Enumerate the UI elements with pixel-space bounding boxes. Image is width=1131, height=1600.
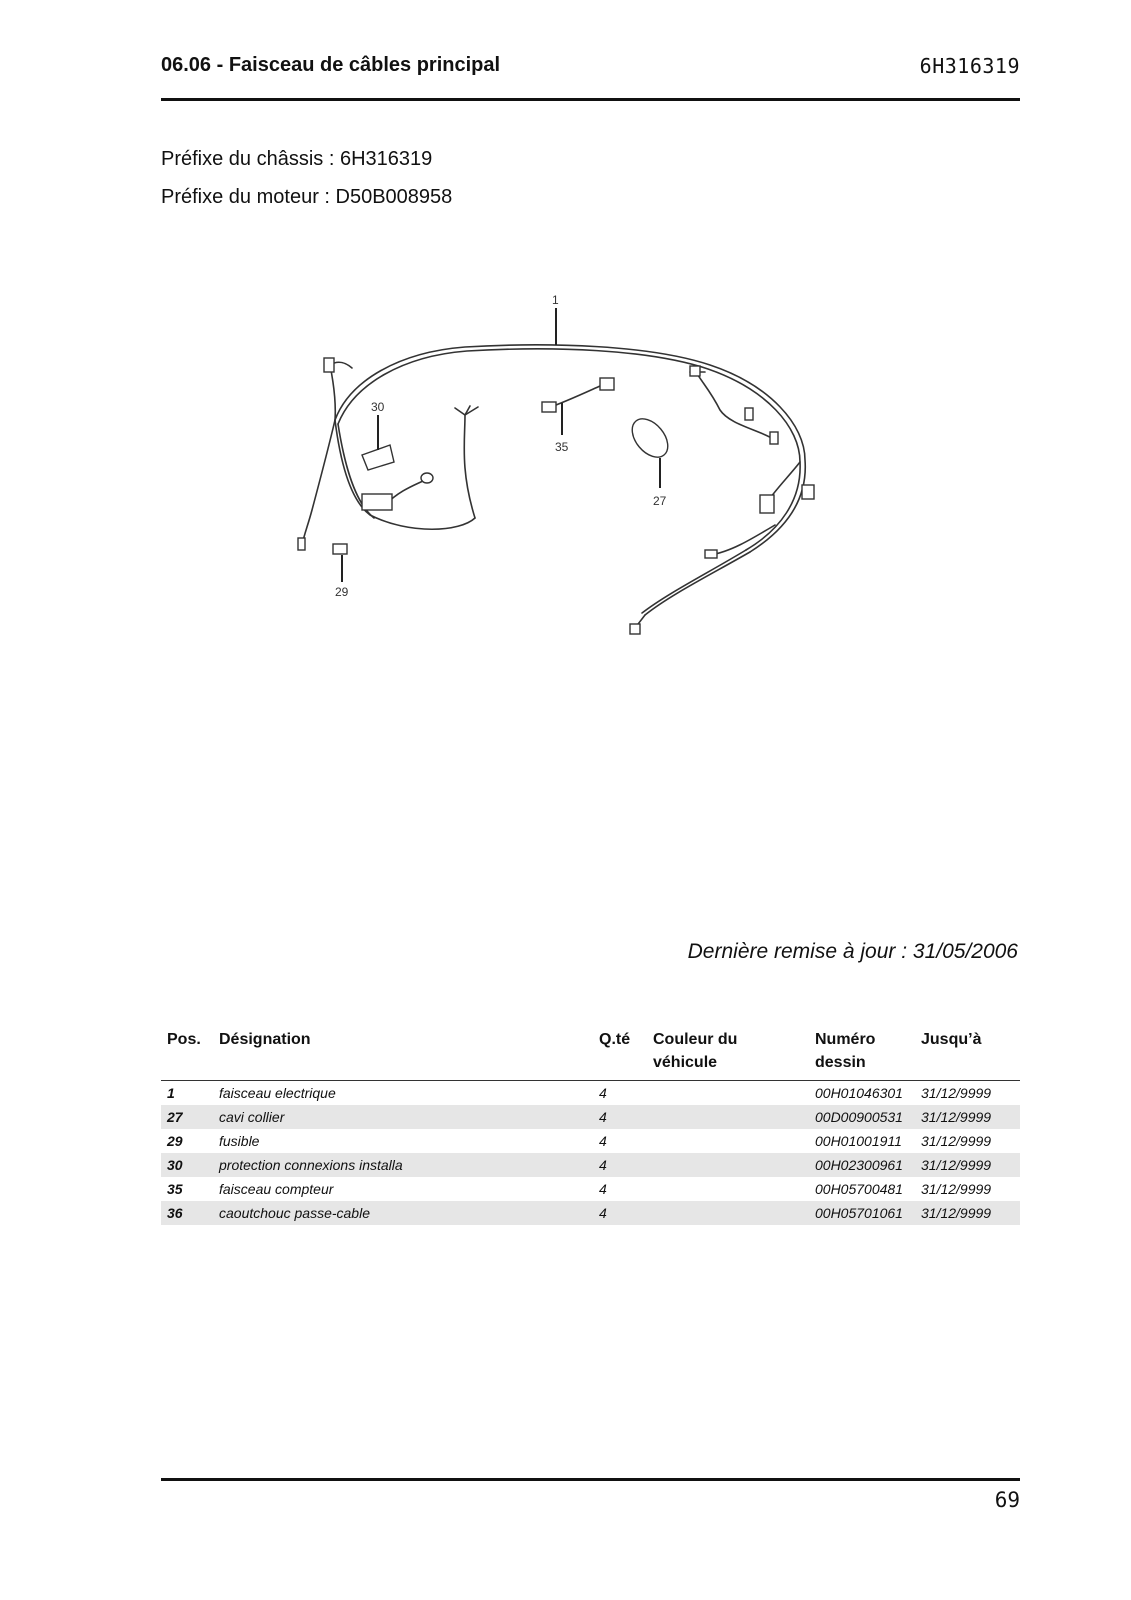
table-row [161,1129,1020,1153]
row-color [647,1105,809,1129]
row-until: 31/12/9999 [915,1105,1020,1129]
row-number: 00H05700481 [815,1181,903,1197]
page-number: 69 [994,1488,1020,1512]
parts-table [161,1024,1020,1225]
callout-1: 1 [552,293,559,307]
row-designation: protection connexions installa [213,1153,593,1177]
row-pos: 30 [161,1153,213,1177]
wiring-harness-diagram [290,290,840,660]
callout-35: 35 [555,440,569,454]
row-pos: 36 [161,1201,213,1225]
row-color [647,1129,809,1153]
col-pos: Pos. [161,1024,213,1081]
section-title: 06.06 - Faisceau de câbles principal [161,54,501,76]
row-designation: fusible [219,1133,260,1149]
row-designation: faisceau compteur [219,1181,334,1197]
table-row [161,1105,1020,1129]
row-number: 00D00900531 [809,1105,915,1129]
row-designation: caoutchouc passe-cable [213,1201,593,1225]
row-until: 31/12/9999 [921,1133,992,1149]
row-number: 00H01001911 [815,1133,902,1149]
footer-divider [161,1478,1020,1481]
row-until: 31/12/9999 [915,1153,1020,1177]
table-header-row [161,1024,1020,1081]
row-until: 31/12/9999 [921,1181,992,1197]
row-qty: 4 [593,1105,647,1129]
row-qty: 4 [599,1133,607,1149]
page-header [161,52,1020,101]
row-pos: 1 [167,1085,175,1101]
header-code: 6H316319 [919,54,1020,78]
table-row [161,1081,1020,1106]
col-qty: Q.té [593,1024,647,1081]
callout-30: 30 [371,400,385,414]
col-number: Numéro dessin [809,1024,915,1081]
col-color: Couleur du véhicule [647,1024,809,1081]
row-pos: 29 [167,1133,183,1149]
table-row [161,1177,1020,1201]
col-until: Jusqu’à [915,1024,1020,1081]
row-qty: 4 [599,1181,607,1197]
col-designation: Désignation [213,1024,593,1081]
row-number: 00H05701061 [809,1201,915,1225]
row-color [647,1153,809,1177]
row-pos: 35 [167,1181,183,1197]
row-color [647,1081,809,1106]
row-designation: cavi collier [213,1105,593,1129]
callout-29: 29 [335,585,349,599]
table-row [161,1201,1020,1225]
row-number: 00H01046301 [815,1085,903,1101]
row-qty: 4 [593,1201,647,1225]
callout-27: 27 [653,494,667,508]
chassis-prefix: Préfixe du châssis : 6H316319 [161,148,433,170]
engine-prefix: Préfixe du moteur : D50B008958 [161,186,453,208]
last-update: Dernière remise à jour : 31/05/2006 [687,940,1018,963]
row-until: 31/12/9999 [915,1201,1020,1225]
row-pos: 27 [161,1105,213,1129]
row-number: 00H02300961 [809,1153,915,1177]
row-color [647,1201,809,1225]
row-color [647,1177,809,1201]
table-row [161,1153,1020,1177]
row-qty: 4 [599,1085,607,1101]
row-qty: 4 [593,1153,647,1177]
row-designation: faisceau electrique [219,1085,336,1101]
row-until: 31/12/9999 [921,1085,992,1101]
